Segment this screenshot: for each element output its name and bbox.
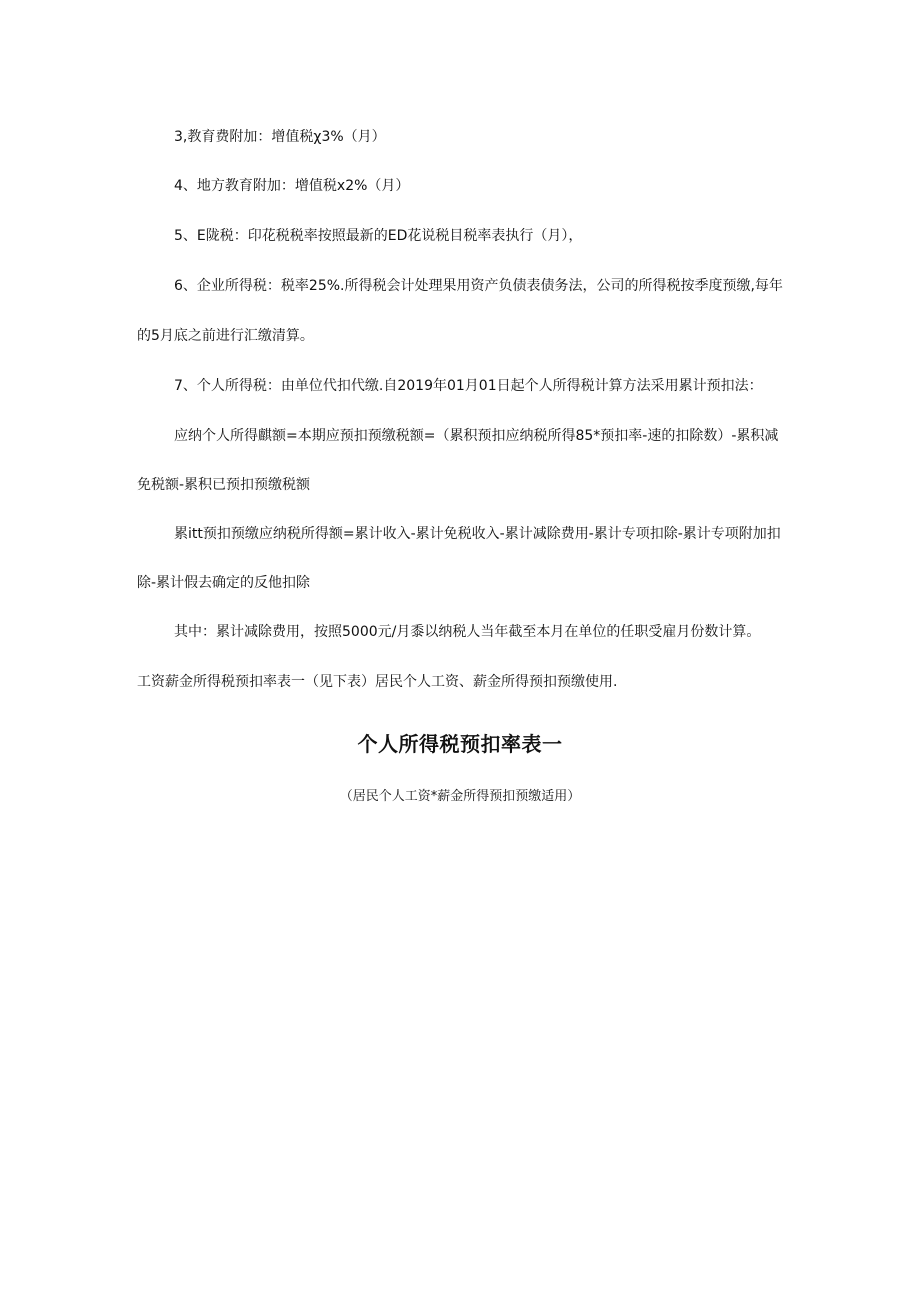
corporate-income-tax-line: 6、企业所得税：税率25%.所得税会计处理果用资产负债表债务法，公司的所得税按季度预缴,每年 xyxy=(174,278,783,294)
local-education-surcharge-line: 4、地方教育附加：增值税x2%（月） xyxy=(174,178,410,194)
corporate-income-tax-line-continued: 的5月底之前进行汇缴清算。 xyxy=(137,328,314,344)
stamp-tax-line: 5、E陇税：印花税税率按照最新的ED花说税目税率表执行（月）， xyxy=(174,228,583,244)
withholding-table-reference-line: 工资薪金所得税预扣率表一（见下表）居民个人工资、薪金所得预扣预缴使用. xyxy=(137,674,618,690)
tax-formula-line: 应纳个人所得麒额=本期应预扣预缴税额=（累积预扣应纳税所得85*预扣率-速的扣除数）-累积减 xyxy=(174,428,779,444)
deduction-note-line: 其中：累计减除费用，按照5000元/月黍以纳税人当年截至本月在单位的任职受雇月份数计算。 xyxy=(174,624,761,640)
education-surcharge-line: 3,教育费附加：增值税χ3%（月） xyxy=(174,129,386,145)
tax-formula-line-continued: 免税额-累积已预扣预缴税额 xyxy=(137,477,311,493)
taxable-income-formula-line-continued: 除-累计假去确定的反他扣除 xyxy=(137,575,311,591)
table-title: 个人所得税预扣率表一 xyxy=(357,732,563,756)
personal-income-tax-line: 7、个人所得税：由单位代扣代缴.自2019年01月01日起个人所得税计算方法采用累计预扣法： xyxy=(174,378,763,394)
table-subtitle: （居民个人工资*薪金所得预扣预缴适用） xyxy=(339,789,581,804)
taxable-income-formula-line: 累itt预扣预缴应纳税所得额=累计收入-累计免税收入-累计减除费用-累计专项扣除-累计专项附加扣 xyxy=(174,526,781,542)
